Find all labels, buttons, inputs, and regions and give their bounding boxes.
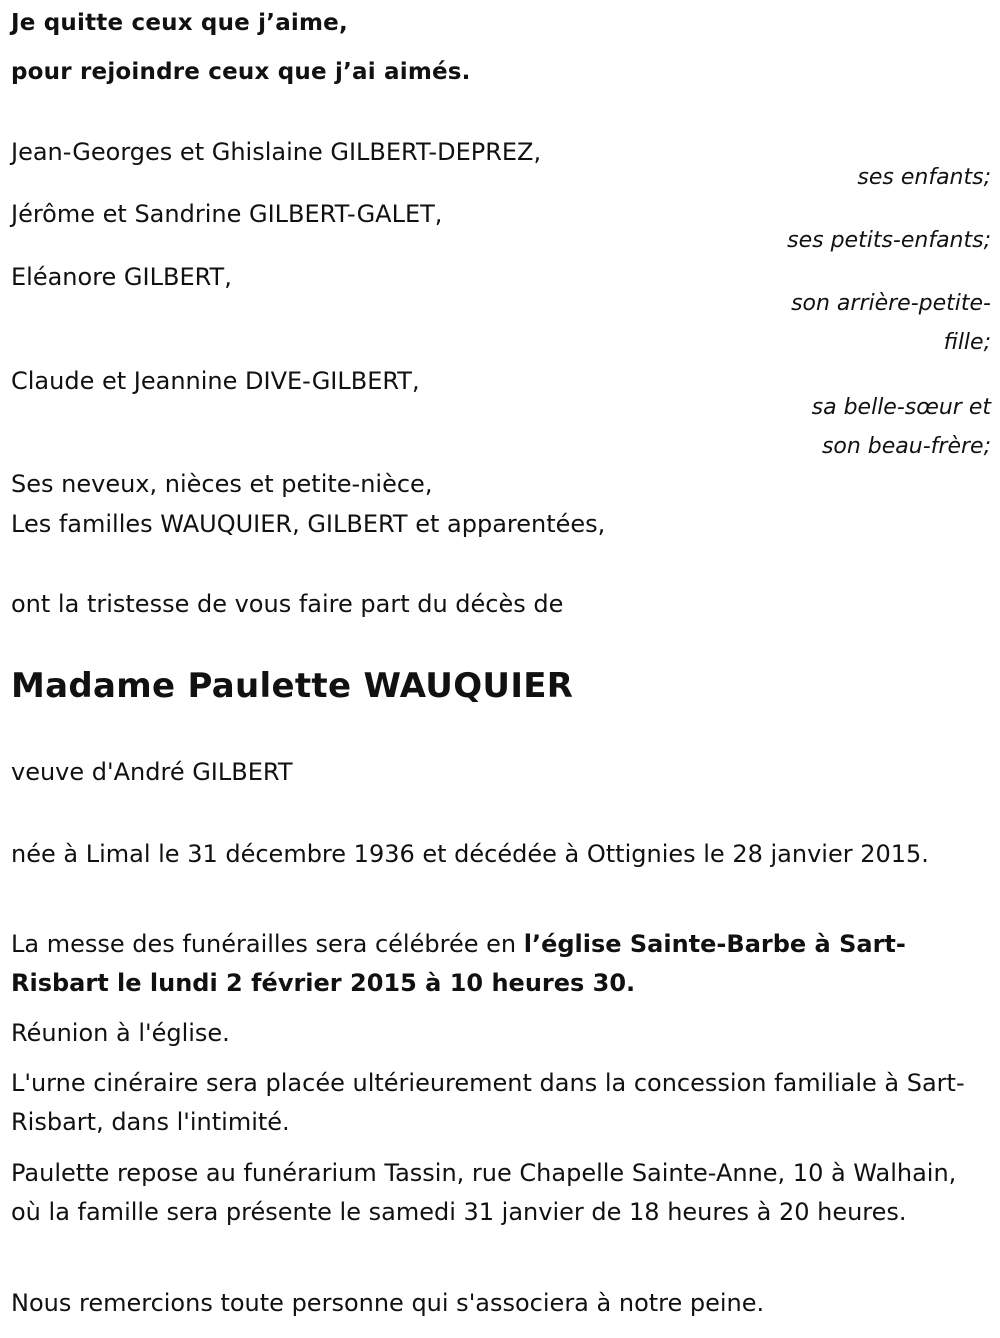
birth-death-text: née à Limal le 31 décembre 1936 et décédée à Ottignies le 28 janvier 2015. [11,840,929,868]
relation-great-granddaughter-line-1: son arrière-petite- [791,291,991,316]
mass-paragraph [11,925,986,1003]
relation-in-laws-line-2: son beau-frère; [821,434,991,459]
relation-children: ses enfants; [857,165,991,190]
meeting-text: Réunion à l'église. [11,1019,230,1047]
mass-intro: La messe des funérailles sera célébrée en [11,930,524,958]
urn-text: L'urne cinéraire sera placée ultérieurement dans la concession familiale à Sart-Risbart, dans l'intimité. [11,1069,965,1136]
deceased-name: Madame Paulette WAUQUIER [11,666,574,706]
family-names-great-granddaughter: Eléanore GILBERT, [11,263,232,291]
announcement-text: ont la tristesse de vous faire part du décès de [11,590,564,618]
widow-of-text: veuve d'André GILBERT [11,758,293,786]
relation-grandchildren: ses petits-enfants; [787,228,991,253]
thanks-text: Nous remercions toute personne qui s'associera à notre peine. [11,1289,765,1317]
relation-in-laws-line-1: sa belle-sœur et [811,395,991,420]
mass-details: l’église Sainte-Barbe à Sart-Risbart le lundi 2 février 2015 à 10 heures 30. [11,930,906,997]
family-names-in-laws: Claude et Jeannine DIVE-GILBERT, [11,367,420,395]
family-names-grandchildren: Jérôme et Sandrine GILBERT-GALET, [11,200,443,228]
epigraph-line-1: Je quitte ceux que j’aime, [11,10,348,36]
others-line-1: Ses neveux, nièces et petite-nièce, [11,470,433,498]
others-line-2: Les familles WAUQUIER, GILBERT et apparentées, [11,510,606,538]
relation-great-granddaughter-line-2: fille; [943,330,991,355]
repose-text: Paulette repose au funérarium Tassin, rue Chapelle Sainte-Anne, 10 à Walhain, où la famille sera présente le samedi 31 janvier de 18 heures à 20 heures. [11,1159,957,1226]
epigraph-line-2: pour rejoindre ceux que j’ai aimés. [11,59,471,85]
family-names-children: Jean-Georges et Ghislaine GILBERT-DEPREZ, [11,138,542,166]
obituary-notice [11,0,991,1338]
